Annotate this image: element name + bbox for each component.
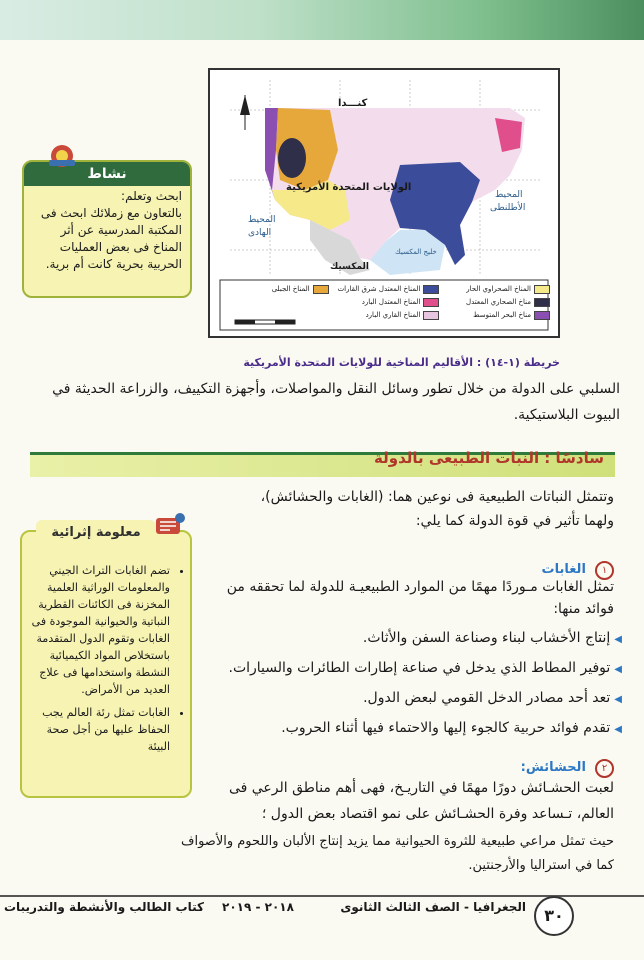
legend-label: مناخ الصحاري المعتدل <box>466 298 531 306</box>
bullet-text: تعد أحد مصادر الدخل القومي لبعض الدول. <box>363 690 611 706</box>
legend-item <box>335 310 440 320</box>
map-legend <box>224 284 550 320</box>
forests-number: ١ <box>595 561 614 580</box>
list-item <box>202 624 622 654</box>
activity-title: نشاط <box>24 162 190 186</box>
legend-label: المناخ القاري البارد <box>365 311 421 319</box>
list-item <box>202 654 622 684</box>
legend-swatch <box>313 285 329 294</box>
grasses-text-1: لعبت الحشـائش دورًا مهمًا في التاريـخ، فهى أهم مناطق الرعي فى <box>228 780 614 796</box>
info-item: • الغابات تمثل رئة العالم يجب الحفاظ عليها من أجل صحة البيئة <box>30 704 170 755</box>
legend-item <box>445 310 550 320</box>
list-item <box>202 684 622 714</box>
list-item <box>202 714 622 744</box>
legend-swatch <box>534 285 550 294</box>
legend-item <box>224 284 329 294</box>
page-number: ٣٠ <box>534 896 574 936</box>
grasses-number: ٢ <box>595 759 614 778</box>
bullet-text: إنتاج الأخشاب لبناء وصناعة السفن والأثاث. <box>362 630 611 646</box>
intro-paragraph: السلبي على الدولة من خلال تطور وسائل النقل والمواصلات، وأجهزة التكييف، والزراعة الحديثة في البيوت البلاستيكية. <box>52 381 620 423</box>
bullet-text: توفير المطاط الذي يدخل في صناعة إطارات الطائرات والسيارات. <box>228 660 611 676</box>
map-label-usa: الولايات المتحدة الأمريكية <box>286 182 412 193</box>
legend-item <box>335 297 440 307</box>
forests-bullets <box>202 624 622 744</box>
section-title: سادسًا : النبات الطبيعى بالدولة <box>374 449 604 467</box>
legend-swatch <box>534 298 550 307</box>
forests-text: تمثل الغابات مـوردًا مهمًا من الموارد الطبيعيـة للدولة لما تحققه من فوائد منها: <box>226 579 614 617</box>
grasses-text-3: حيث تمثل مراعي طبيعية للثروة الحيوانية مما يزيد إنتاج الألبان واللحوم والأصواف <box>180 834 614 849</box>
bullet-triangle-icon: ◀ <box>614 694 622 705</box>
bullet-triangle-icon: ◀ <box>614 724 622 735</box>
header-band <box>0 0 644 40</box>
legend-item <box>445 284 550 294</box>
map-label-pacific-2: الهادى <box>248 228 272 238</box>
legend-swatch <box>423 298 439 307</box>
grasses-text-2: العالم، تـساعد وفرة الحشـائش على نمو اقتصاد بعض الدول ؛ <box>261 806 614 822</box>
legend-label: المناخ المعتدل شرق القارات <box>337 285 421 293</box>
forests-title: الغابات <box>541 562 586 577</box>
activity-icon <box>45 142 79 170</box>
map-caption: خريطة (١-١٤) : الأقاليم المناخية للولايات المتحدة الأمريكية <box>243 356 560 369</box>
map-label-pacific-1: المحيط <box>248 215 276 225</box>
map-label-gulf: خليج المكسيك <box>395 248 437 256</box>
legend-label: المناخ الجبلى <box>271 285 310 293</box>
legend-item <box>445 297 550 307</box>
bullet-triangle-icon: ◀ <box>614 634 622 645</box>
legend-swatch <box>534 311 550 320</box>
section-intro-1: وتتمثل النباتات الطبيعية فى نوعين هما: (الغابات والحشائش)، <box>260 489 614 505</box>
legend-swatch <box>423 311 439 320</box>
map-label-atlantic-2: الأطلنطى <box>490 203 526 213</box>
footer-year: ٢٠١٨ - ٢٠١٩ <box>222 900 294 914</box>
legend-label: مناخ البحر المتوسط <box>473 311 531 319</box>
map-label-atlantic-1: المحيط <box>495 190 523 200</box>
section-intro-2: ولهما تأثير في قوة الدولة كما يلي: <box>415 513 614 529</box>
map-label-canada: كنـــدا <box>338 98 368 109</box>
activity-box <box>22 160 192 298</box>
legend-label: المناخ الصحراوي الحار <box>466 285 531 293</box>
climate-map <box>208 68 560 338</box>
map-label-mexico: المكسيك <box>330 262 369 272</box>
info-box <box>20 530 192 798</box>
activity-text: بالتعاون مع زملائك ابحث فى المكتبة المدرسية عن أثر المناخ فى بعض العمليات الحربية بحرية كانت أم برية. <box>40 206 182 271</box>
footer-subject: الجغرافيا - الصف الثالث الثانوى <box>340 900 526 914</box>
bullet-triangle-icon: ◀ <box>614 664 622 675</box>
info-box-title: معلومة إثرائية <box>36 520 156 546</box>
info-item: • تضم الغابات التراث الجيني والمعلومات الوراثية العلمية المخزنة فى الكائنات القطرية النباتية والحيوانية الموجودة فى الغابات وتقوم الدول المتقدمة باستخلاص المواد الكيميائية النشطة واستخدامها فى علاج العديد من الأمراض. <box>30 562 170 698</box>
footer-book: كتاب الطالب والأنشطة والتدريبات <box>4 900 204 914</box>
legend-swatch <box>423 285 439 294</box>
grasses-title: الحشائش: <box>520 760 586 775</box>
info-box-icon <box>150 512 186 540</box>
bullet-text: تقدم فوائد حربية كالجوء إليها والاحتماء فيها أثناء الحروب. <box>281 720 611 736</box>
activity-lead: ابحث وتعلم: <box>121 189 182 203</box>
grasses-text-4: كما في استراليا والأرجنتين. <box>468 858 614 873</box>
legend-label: المناخ المعتدل البارد <box>361 298 421 306</box>
legend-item <box>335 284 440 294</box>
